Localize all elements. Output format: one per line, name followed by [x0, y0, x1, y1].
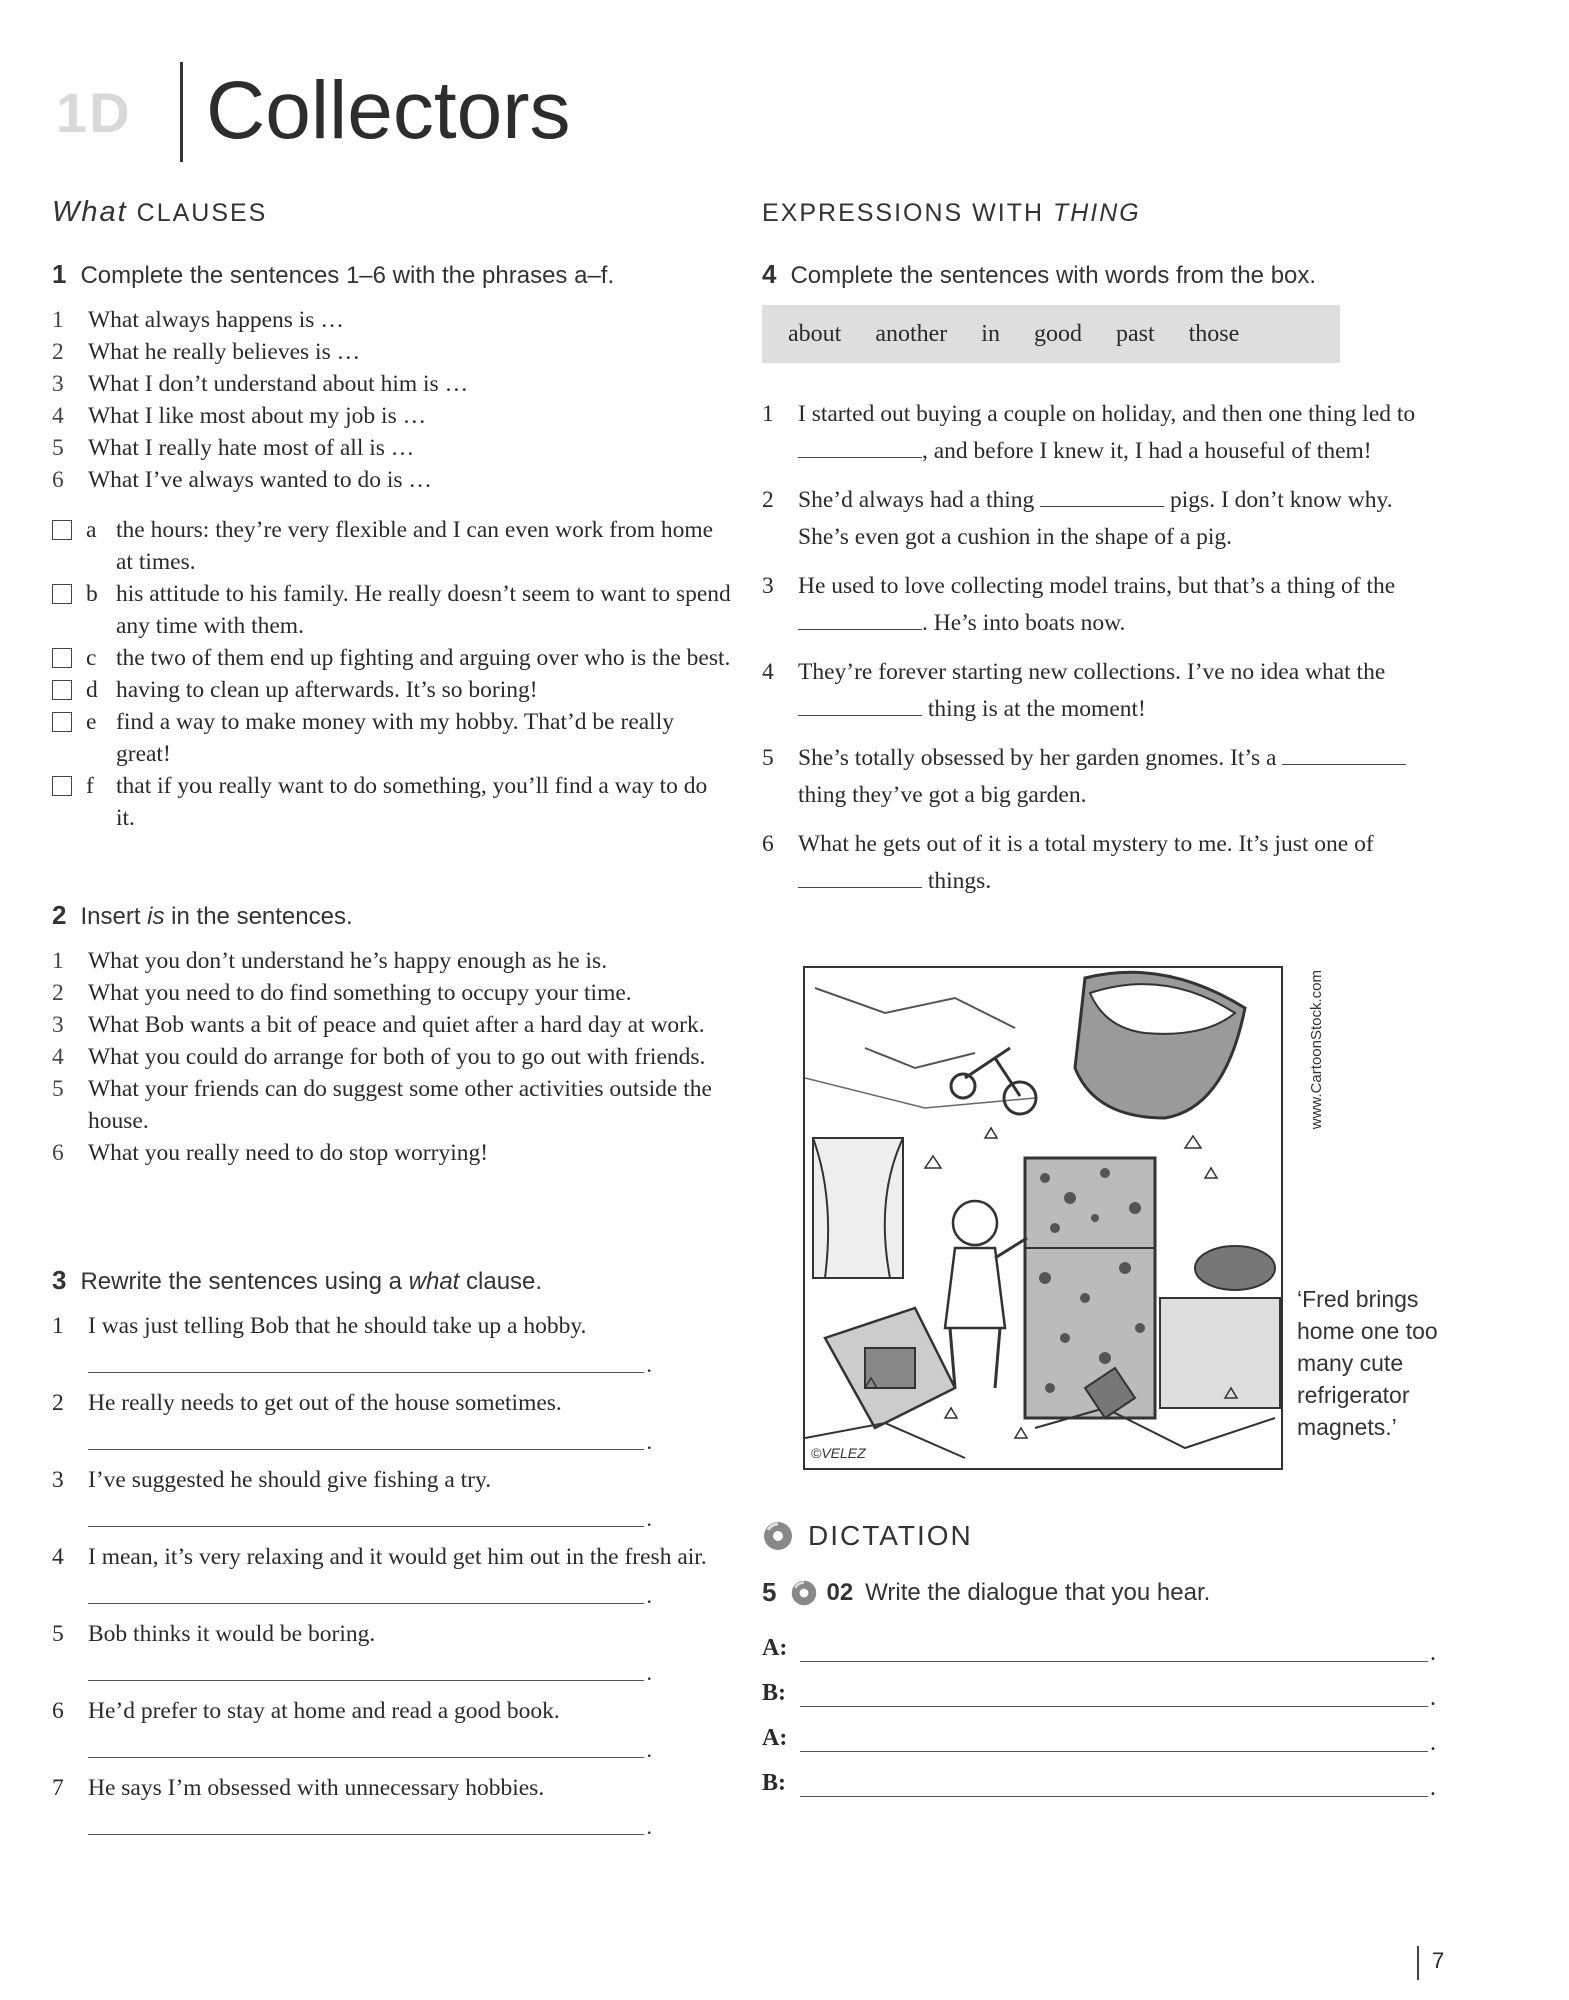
dialogue-line [762, 1680, 1442, 1707]
item-number: 3 [52, 1467, 64, 1493]
rewrite-item [52, 1695, 732, 1758]
track-number: 02 [826, 1578, 854, 1606]
rewrite-prompt [52, 1464, 732, 1496]
speaker-label: B: [762, 1680, 786, 1706]
exercise-5-instruction [762, 1577, 1442, 1608]
item-text: I’ve suggested he should give fishing a try. [88, 1467, 492, 1493]
item-number: 5 [762, 745, 774, 771]
answer-checkbox[interactable] [52, 584, 72, 604]
exercise-number: 3 [52, 1265, 67, 1295]
cartoon-credit: www.CartoonStock.com [1308, 970, 1325, 1130]
answer-blank[interactable] [798, 435, 922, 458]
rewrite-item [52, 1541, 732, 1604]
item-number: 4 [762, 659, 774, 685]
answer-line[interactable] [88, 1573, 644, 1604]
fill-sentence [762, 654, 1432, 728]
option-letter: c [86, 645, 97, 671]
exercise-number: 5 [762, 1577, 777, 1607]
answer-line[interactable] [800, 1770, 1428, 1797]
page-number: 7 [1432, 1948, 1445, 1973]
answer-checkbox[interactable] [52, 520, 72, 540]
item-number: 2 [52, 339, 64, 365]
item-number: 6 [52, 1140, 64, 1166]
answer-line[interactable] [88, 1804, 644, 1835]
item-text: What you really need to do stop worrying! [88, 1140, 489, 1166]
sentence-item [52, 336, 732, 368]
rewrite-item [52, 1387, 732, 1450]
sentence-item [52, 1137, 732, 1169]
section-title-expressions-with-thing [762, 196, 1442, 229]
item-text: What I like most about my job is … [88, 403, 427, 429]
option-letter: d [86, 677, 98, 703]
instruction-text: Write the dialogue that you hear. [865, 1578, 1211, 1606]
fill-sentence [762, 826, 1432, 900]
item-number: 6 [762, 831, 774, 857]
section-title-pre: EXPRESSIONS WITH [762, 199, 1053, 227]
option-text: having to clean up afterwards. It’s so boring! [116, 677, 538, 703]
exercise-3-instruction [52, 1265, 732, 1296]
sentence-item [52, 368, 732, 400]
section-title-dictation [762, 1520, 1442, 1552]
item-number: 1 [52, 948, 64, 974]
dictation-answer-lines [762, 1635, 1442, 1815]
sentence-post: , and before I knew it, I had a houseful of them! [922, 438, 1372, 464]
answer-line[interactable] [88, 1342, 644, 1373]
item-text: I mean, it’s very relaxing and it would get him out in the fresh air. [88, 1544, 707, 1570]
item-number: 5 [52, 435, 64, 461]
sentence-item [52, 304, 732, 336]
exercise-2-sentence-list [52, 945, 732, 1169]
answer-blank[interactable] [1282, 742, 1406, 765]
speaker-label: A: [762, 1635, 788, 1661]
item-text: What you don’t understand he’s happy enough as he is. [88, 948, 608, 974]
title-divider [180, 62, 183, 162]
answer-checkbox[interactable] [52, 712, 72, 732]
exercise-3-rewrite-list [52, 1310, 732, 1849]
instruction-text: Complete the sentences with words from the box. [790, 262, 1317, 289]
dialogue-line [762, 1770, 1442, 1797]
speaker-label: A: [762, 1725, 788, 1751]
answer-blank[interactable] [798, 865, 922, 888]
box-word: in [981, 320, 1000, 347]
item-number: 2 [52, 980, 64, 1006]
sentence-body [798, 740, 1432, 814]
fill-sentence [762, 482, 1432, 556]
sentence-post: . He’s into boats now. [922, 610, 1126, 636]
sentence-item [52, 464, 732, 496]
option-letter: a [86, 517, 97, 543]
instruction-post: clause. [459, 1268, 543, 1295]
sentence-body [798, 482, 1432, 556]
sentence-item [52, 945, 732, 977]
sentence-item [52, 400, 732, 432]
cartoon-caption: ‘Fred brings home one too many cute refrigerator magnets.’ [1297, 1286, 1438, 1440]
answer-line[interactable] [88, 1727, 644, 1758]
answer-line[interactable] [88, 1419, 644, 1450]
exercise-1-instruction [52, 259, 732, 290]
item-text: What he really believes is … [88, 339, 361, 365]
sentence-item [52, 1041, 732, 1073]
rewrite-prompt [52, 1618, 732, 1650]
item-text: What always happens is … [88, 307, 344, 333]
answer-line[interactable] [88, 1496, 644, 1527]
sentence-pre: She’d always had a thing [798, 487, 1041, 513]
box-word: those [1188, 320, 1240, 347]
answer-line[interactable] [800, 1725, 1428, 1752]
sentence-body [798, 654, 1432, 728]
cd-icon [790, 1579, 818, 1607]
word-box [762, 305, 1340, 363]
dialogue-line [762, 1725, 1442, 1752]
sentence-body [798, 826, 1432, 900]
option-letter: b [86, 581, 98, 607]
item-text: What you need to do find something to occupy your time. [88, 980, 632, 1006]
cd-icon [762, 1520, 794, 1552]
option-d [52, 674, 732, 706]
sentence-post: thing is at the moment! [922, 696, 1146, 722]
box-word: about [788, 320, 842, 347]
item-text: What I’ve always wanted to do is … [88, 467, 432, 493]
sentence-body [798, 396, 1432, 470]
box-word: another [875, 320, 948, 347]
instruction-post: in the sentences. [164, 903, 353, 930]
section-title-italic: THING [1052, 199, 1141, 227]
instruction-pre: Insert [80, 903, 148, 930]
unit-code: 1D [56, 81, 132, 144]
item-number: 7 [52, 1775, 64, 1801]
item-text: He says I’m obsessed with unnecessary hobbies. [88, 1775, 545, 1801]
option-letter: e [86, 709, 97, 735]
exercise-4-sentence-list [762, 396, 1432, 912]
option-b [52, 578, 732, 642]
item-number: 3 [52, 371, 64, 397]
cartoon-drawing [805, 968, 1281, 1468]
sentence-item [52, 1073, 732, 1137]
exercise-4-instruction [762, 259, 1442, 290]
option-c [52, 642, 732, 674]
instruction-italic: what [408, 1268, 460, 1295]
item-text: What I don’t understand about him is … [88, 371, 469, 397]
sentence-post: things. [922, 868, 992, 894]
sentence-item [52, 432, 732, 464]
option-text: the hours: they’re very flexible and I can even work from home at times. [116, 517, 714, 575]
item-text: Bob thinks it would be boring. [88, 1621, 376, 1647]
option-f [52, 770, 732, 834]
rewrite-item [52, 1310, 732, 1373]
item-number: 2 [52, 1390, 64, 1416]
section-title-what-clauses [52, 196, 732, 229]
section-title-italic: What [52, 196, 128, 228]
item-number: 2 [762, 487, 774, 513]
cartoon-signature: ©VELEZ [811, 1445, 866, 1461]
answer-checkbox[interactable] [52, 680, 72, 700]
sentence-pre: What he gets out of it is a total mystery to me. It’s just one of [798, 831, 1374, 857]
rewrite-prompt [52, 1387, 732, 1419]
item-number: 4 [52, 403, 64, 429]
answer-line[interactable] [88, 1650, 644, 1681]
item-number: 6 [52, 467, 64, 493]
item-text: What your friends can do suggest some other activities outside the house. [88, 1076, 712, 1134]
item-number: 1 [52, 307, 64, 333]
item-number: 4 [52, 1544, 64, 1570]
speaker-label: B: [762, 1770, 786, 1796]
page-number-divider [1417, 1946, 1419, 1980]
item-number: 1 [762, 401, 774, 427]
rewrite-prompt [52, 1310, 732, 1342]
answer-blank[interactable] [798, 693, 922, 716]
exercise-1-sentence-list [52, 304, 732, 496]
dialogue-line [762, 1635, 1442, 1662]
cartoon-illustration [803, 966, 1283, 1470]
instruction-italic: is [147, 903, 165, 930]
answer-blank[interactable] [798, 607, 922, 630]
option-e [52, 706, 732, 770]
box-word: good [1033, 320, 1082, 347]
rewrite-prompt [52, 1695, 732, 1727]
answer-checkbox[interactable] [52, 776, 72, 796]
instruction-pre: Rewrite the sentences using a [80, 1268, 409, 1295]
item-number: 6 [52, 1698, 64, 1724]
sentence-pre: I started out buying a couple on holiday, and then one thing led to [798, 401, 1416, 427]
exercise-number: 1 [52, 259, 67, 289]
option-letter: f [86, 773, 94, 799]
option-text: that if you really want to do something, you’ll find a way to do it. [116, 773, 708, 831]
option-a [52, 514, 732, 578]
sentence-pre: She’s totally obsessed by her garden gnomes. It’s a [798, 745, 1283, 771]
item-number: 3 [762, 573, 774, 599]
instruction-text: Complete the sentences 1–6 with the phrases a–f. [80, 262, 615, 289]
option-text: his attitude to his family. He really doesn’t seem to want to spend any time with them. [116, 581, 731, 639]
answer-checkbox[interactable] [52, 648, 72, 668]
item-text: He’d prefer to stay at home and read a good book. [88, 1698, 560, 1724]
option-text: find a way to make money with my hobby. That’d be really great! [116, 709, 674, 767]
rewrite-prompt [52, 1772, 732, 1804]
item-number: 5 [52, 1076, 64, 1102]
dictation-title: DICTATION [808, 1520, 973, 1551]
exercise-number: 4 [762, 259, 777, 289]
item-text: What I really hate most of all is … [88, 435, 415, 461]
answer-line[interactable] [800, 1680, 1428, 1707]
fill-sentence [762, 396, 1432, 470]
box-word: past [1115, 320, 1155, 347]
rewrite-prompt [52, 1541, 732, 1573]
item-number: 3 [52, 1012, 64, 1038]
page-title: Collectors [206, 65, 571, 156]
sentence-pre: They’re forever starting new collections. I’ve no idea what the [798, 659, 1386, 685]
option-text: the two of them end up fighting and arguing over who is the best. [116, 645, 731, 671]
sentence-post: pigs. I don’t know why. She’s even got a cushion in the shape of a pig. [798, 487, 1393, 550]
section-title-rest: CLAUSES [127, 199, 268, 227]
sentence-item [52, 977, 732, 1009]
rewrite-item [52, 1618, 732, 1681]
item-text: What you could do arrange for both of you to go out with friends. [88, 1044, 706, 1070]
item-text: I was just telling Bob that he should take up a hobby. [88, 1313, 587, 1339]
exercise-number: 2 [52, 900, 67, 930]
fill-sentence [762, 740, 1432, 814]
item-number: 5 [52, 1621, 64, 1647]
sentence-item [52, 1009, 732, 1041]
item-number: 1 [52, 1313, 64, 1339]
exercise-2-instruction [52, 900, 732, 931]
fill-sentence [762, 568, 1432, 642]
rewrite-item [52, 1464, 732, 1527]
answer-blank[interactable] [1040, 484, 1164, 507]
item-text: He really needs to get out of the house sometimes. [88, 1390, 562, 1416]
sentence-post: thing they’ve got a big garden. [798, 782, 1087, 808]
sentence-body [798, 568, 1432, 642]
exercise-1-options [52, 514, 732, 834]
sentence-pre: He used to love collecting model trains, but that’s a thing of the [798, 573, 1396, 599]
rewrite-item [52, 1772, 732, 1835]
item-number: 4 [52, 1044, 64, 1070]
answer-line[interactable] [800, 1635, 1428, 1662]
item-text: What Bob wants a bit of peace and quiet after a hard day at work. [88, 1012, 705, 1038]
